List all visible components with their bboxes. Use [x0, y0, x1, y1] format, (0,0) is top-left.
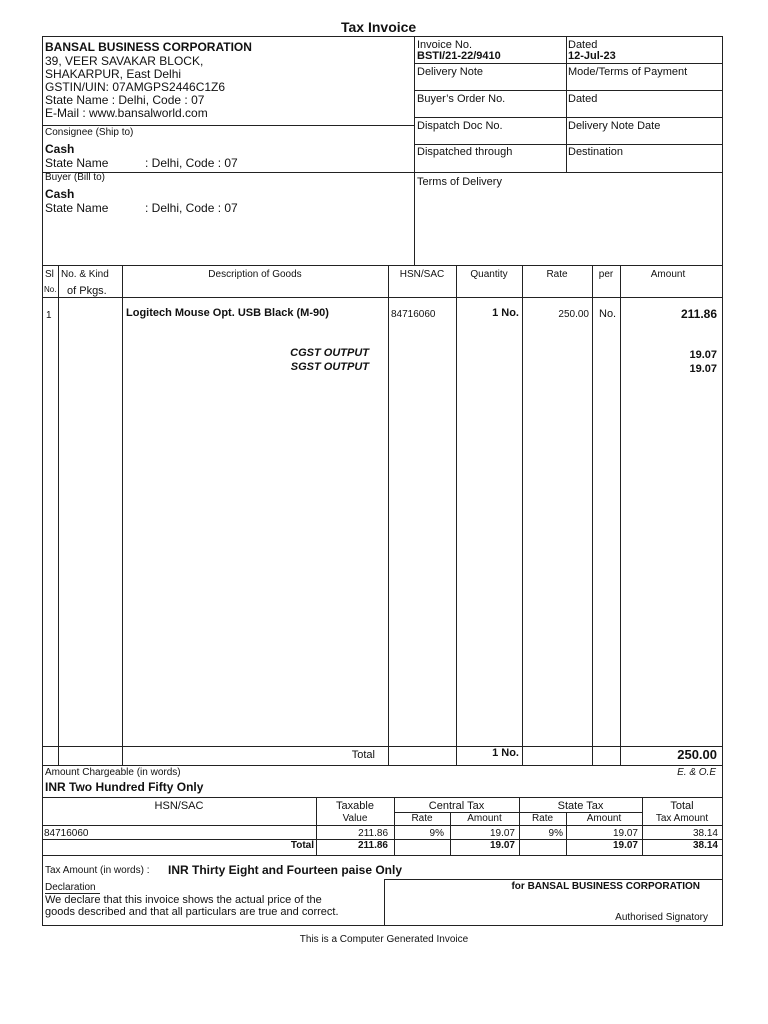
- meta-row5: [414, 172, 722, 173]
- seller-state: State Name : Delhi, Code : 07: [45, 93, 205, 107]
- frame-top: [42, 36, 723, 37]
- buyer-heading: Buyer (Bill to): [45, 172, 106, 183]
- state-rate-header: Rate: [531, 813, 554, 824]
- item-description: Logitech Mouse Opt. USB Black (M-90): [126, 307, 329, 319]
- total-row-top: [42, 746, 723, 747]
- item-sl: 1: [46, 310, 52, 321]
- summary-total-tax-amount: 38.14: [692, 840, 718, 851]
- meta-row2: [414, 90, 722, 91]
- col-qty: [522, 265, 523, 765]
- central-tax-header: Central Tax: [428, 800, 485, 812]
- col-kind: [122, 265, 123, 765]
- consignee-heading: Consignee (Ship to): [45, 127, 134, 138]
- invoice-no: BSTI/21-22/9410: [417, 50, 501, 62]
- tax-in-words: INR Thirty Eight and Fourteen paise Only: [168, 863, 403, 877]
- amount-header: Amount: [650, 269, 686, 280]
- consignee-state-value: : Delhi, Code : 07: [145, 156, 238, 170]
- seller-bottom: [42, 125, 414, 126]
- total-tax-header-2: Tax Amount: [655, 813, 709, 824]
- summary-hsn: 84716060: [44, 828, 89, 839]
- tax-words-label: Tax Amount (in words) :: [45, 865, 150, 876]
- item-amount: 211.86: [680, 307, 717, 321]
- seller-address-2: SHAKARPUR, East Delhi: [45, 67, 182, 81]
- frame-right: [722, 36, 723, 926]
- sl-header-1: Sl: [45, 269, 54, 280]
- signature-top: [384, 879, 723, 880]
- invoice-date: 12-Jul-23: [568, 50, 616, 62]
- total-tax-header-1: Total: [670, 800, 694, 812]
- summary-central-rate: 9%: [429, 828, 444, 839]
- quantity-header: Quantity: [470, 269, 508, 280]
- meta-row4: [414, 144, 722, 145]
- per-header: per: [598, 269, 614, 280]
- state-amount-header: Amount: [586, 813, 622, 824]
- col-rate: [592, 265, 593, 765]
- summary-taxable: 211.86: [358, 828, 388, 839]
- amount-words-label: Amount Chargeable (in words): [45, 767, 181, 778]
- dated-label: Dated: [568, 39, 598, 51]
- header-divider: [414, 36, 415, 265]
- sl-header-2: No.: [44, 285, 57, 294]
- mode-terms-label: Mode/Terms of Payment: [568, 66, 688, 78]
- amount-in-words: INR Two Hundred Fifty Only: [45, 780, 204, 794]
- hsn-summary-header: HSN/SAC: [154, 800, 204, 812]
- invoice-no-label: Invoice No.: [417, 39, 473, 51]
- total-row-bottom: [42, 765, 723, 766]
- total-amount: 250.00: [677, 747, 717, 762]
- central-rate-header: Rate: [411, 813, 433, 824]
- item-hsn: 84716060: [391, 309, 436, 320]
- total-label: Total: [351, 749, 375, 761]
- consignee-state-label: State Name: [45, 156, 109, 170]
- cgst-label: CGST OUTPUT: [290, 347, 369, 359]
- authorised-signatory: Authorised Signatory: [615, 912, 708, 923]
- declaration-line-2: goods described and that all particulars are true and correct.: [45, 906, 339, 918]
- item-rate: 250.00: [558, 309, 589, 320]
- consignee-name: Cash: [45, 142, 75, 156]
- taxable-header-2: Value: [342, 813, 368, 824]
- declaration-heading: Declaration: [45, 882, 96, 893]
- item-per: No.: [599, 308, 617, 320]
- sgst-label: SGST OUTPUT: [290, 361, 369, 373]
- meta-col-divider: [566, 36, 567, 173]
- summary-total-tax: 38.14: [692, 828, 718, 839]
- buyer-state-value: : Delhi, Code : 07: [145, 201, 238, 215]
- hsn-header-bottom: [42, 825, 723, 826]
- col-hsn: [456, 265, 457, 765]
- terms-delivery-label: Terms of Delivery: [417, 176, 502, 188]
- state-tax-header: State Tax: [557, 800, 604, 812]
- description-header: Description of Goods: [208, 269, 302, 280]
- seller-name: BANSAL BUSINESS CORPORATION: [45, 40, 252, 54]
- col-per: [620, 265, 621, 765]
- buyer-state-label: State Name: [45, 201, 109, 215]
- seller-gstin: GSTIN/UIN: 07AMGPS2446C1Z6: [45, 80, 226, 94]
- hsn-header: HSN/SAC: [399, 269, 445, 280]
- for-company: for BANSAL BUSINESS CORPORATION: [511, 881, 700, 892]
- seller-address-1: 39, VEER SAVAKAR BLOCK,: [45, 54, 204, 68]
- sgst-amount: 19.07: [689, 363, 717, 375]
- delivery-note-date-label: Delivery Note Date: [568, 120, 661, 132]
- order-dated-label: Dated: [568, 93, 598, 105]
- buyer-name: Cash: [45, 187, 75, 201]
- summary-central-amount: 19.07: [489, 828, 515, 839]
- seller-email: E-Mail : www.bansalworld.com: [45, 106, 208, 120]
- document-title: Tax Invoice: [341, 19, 417, 35]
- frame-bottom: [42, 925, 723, 926]
- kind-header-2: of Pkgs.: [67, 285, 107, 297]
- buyers-order-label: Buyer’s Order No.: [417, 93, 506, 105]
- total-quantity: 1 No.: [492, 747, 519, 759]
- eoe-note: E. & O.E: [677, 767, 716, 778]
- declaration-line-1: We declare that this invoice shows the actual price of the: [45, 894, 322, 906]
- summary-total-label: Total: [290, 840, 314, 851]
- delivery-note-label: Delivery Note: [417, 66, 484, 78]
- summary-total-taxable: 211.86: [357, 840, 388, 851]
- summary-state-rate: 9%: [548, 828, 563, 839]
- kind-header-1: No. & Kind: [61, 269, 109, 280]
- meta-row3: [414, 117, 722, 118]
- col-desc: [388, 265, 389, 765]
- destination-label: Destination: [568, 146, 624, 158]
- col-sl: [58, 265, 59, 765]
- signature-left: [384, 879, 385, 926]
- summary-total-central: 19.07: [489, 840, 515, 851]
- summary-state-amount: 19.07: [612, 828, 638, 839]
- hsn-top: [42, 797, 723, 798]
- summary-total-state: 19.07: [612, 840, 638, 851]
- dispatched-through-label: Dispatched through: [417, 146, 513, 158]
- taxable-header-1: Taxable: [336, 800, 374, 812]
- item-quantity: 1 No.: [492, 307, 519, 319]
- hsn-total-bottom: [42, 855, 723, 856]
- dispatch-doc-label: Dispatch Doc No.: [417, 120, 503, 132]
- rate-header: Rate: [546, 269, 568, 280]
- cgst-amount: 19.07: [689, 349, 717, 361]
- footer-note: This is a Computer Generated Invoice: [299, 934, 469, 945]
- central-amount-header: Amount: [467, 813, 502, 824]
- frame-left: [42, 36, 43, 926]
- meta-row1: [414, 63, 722, 64]
